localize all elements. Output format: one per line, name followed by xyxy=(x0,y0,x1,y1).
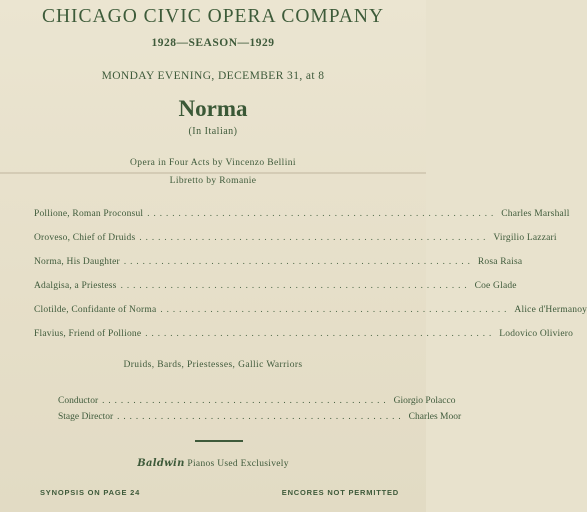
cast-singer: Alice d'Hermanoy xyxy=(514,305,587,315)
cast-row xyxy=(34,208,570,222)
cast-singer: Coe Glade xyxy=(474,281,517,291)
sponsor-brand: Baldwin xyxy=(137,458,185,469)
staff-name: Charles Moor xyxy=(408,412,462,422)
footer-encores: ENCORES NOT PERMITTED xyxy=(281,488,399,497)
leader-dots: .............................................. xyxy=(102,395,390,405)
opera-title: Norma xyxy=(178,96,248,121)
leader-dots: ........................................................ xyxy=(139,232,490,242)
cast-role: Adalgisa, a Priestess xyxy=(34,281,117,291)
cast-role: Clotilde, Confidante of Norma xyxy=(34,305,157,315)
staff-row xyxy=(58,395,456,409)
cast-role: Pollione, Roman Proconsul xyxy=(34,209,144,219)
staff-role: Conductor xyxy=(58,396,99,406)
season-line: 1928—SEASON—1929 xyxy=(151,37,275,49)
page-fold xyxy=(0,172,426,174)
cast-row xyxy=(34,232,557,246)
opera-description: Opera in Four Acts by Vincenzo Bellini xyxy=(130,158,296,168)
sponsor-line xyxy=(0,458,426,469)
leader-dots: ........................................................ xyxy=(123,256,474,266)
opera-language: (In Italian) xyxy=(188,126,238,137)
cast-singer: Lodovico Oliviero xyxy=(499,329,574,339)
divider-rule xyxy=(195,440,243,442)
leader-dots: ........................................................ xyxy=(145,328,496,338)
opera-libretto: Libretto by Romanie xyxy=(169,176,257,186)
footer-synopsis: SYNOPSIS ON PAGE 24 xyxy=(40,488,141,497)
cast-row xyxy=(34,280,517,294)
cast-role: Oroveso, Chief of Druids xyxy=(34,233,136,243)
cast-singer: Virgilio Lazzari xyxy=(493,233,557,243)
chorus-line: Druids, Bards, Priestesses, Gallic Warriors xyxy=(123,360,303,370)
cast-row xyxy=(34,256,523,270)
leader-dots: ........................................................ xyxy=(147,208,498,218)
staff-role: Stage Director xyxy=(58,412,114,422)
leader-dots: .............................................. xyxy=(117,411,405,421)
staff-name: Giorgio Polacco xyxy=(393,396,456,406)
cast-role: Flavius, Friend of Pollione xyxy=(34,329,142,339)
cast-role: Norma, His Daughter xyxy=(34,257,120,267)
company-name: CHICAGO CIVIC OPERA COMPANY xyxy=(41,6,385,27)
leader-dots: ........................................................ xyxy=(160,304,511,314)
cast-singer: Rosa Raisa xyxy=(477,257,523,267)
staff-row xyxy=(58,411,462,425)
leader-dots: ........................................................ xyxy=(120,280,471,290)
cast-row xyxy=(34,304,587,318)
sponsor-text: Pianos Used Exclusively xyxy=(187,459,289,469)
performance-date: MONDAY EVENING, DECEMBER 31, at 8 xyxy=(101,70,325,82)
cast-row xyxy=(34,328,574,342)
cast-singer: Charles Marshall xyxy=(501,209,570,219)
